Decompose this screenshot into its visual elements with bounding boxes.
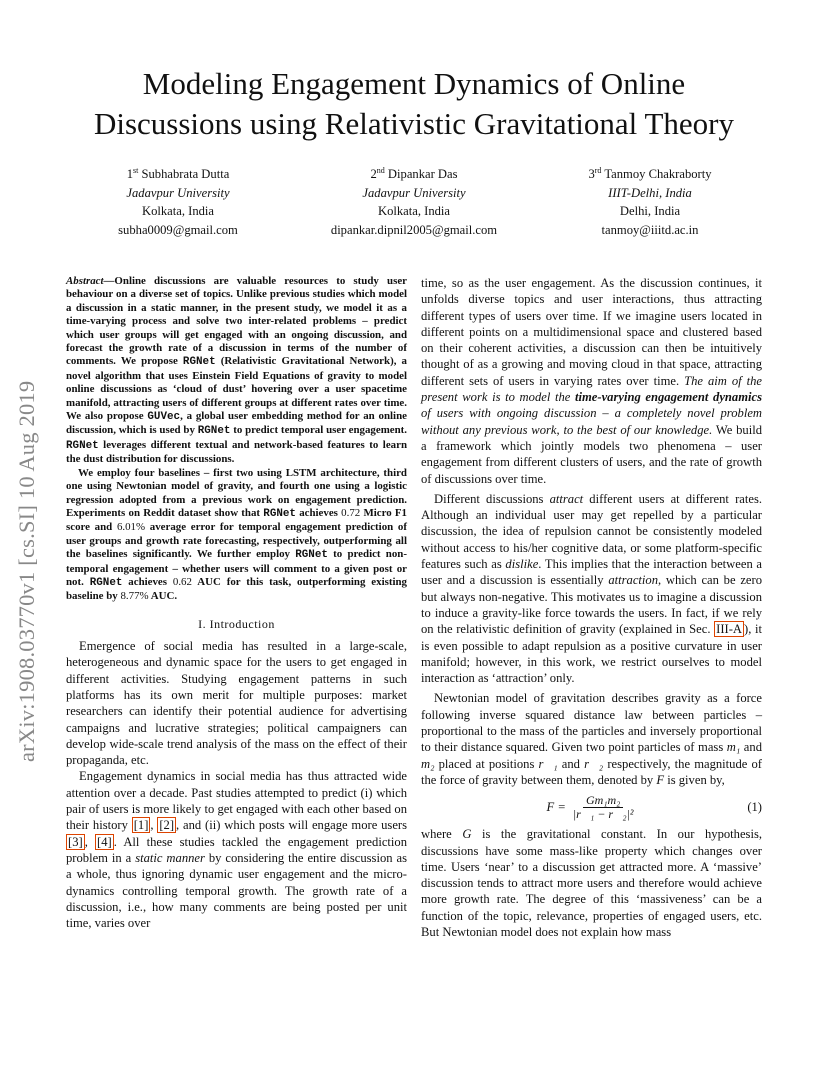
author-name: Tanmoy Chakraborty <box>604 167 712 182</box>
equation-numerator: Gm₁m₂ <box>583 794 623 808</box>
author-location: Delhi, India <box>619 204 681 219</box>
body-paragraph: Engagement dynamics in social media has thus attracted wide attention over a decade. Past studies attempted to predict (i) which pair of users is more likely to get engaged with each other based on their history [1] , [2] , and (ii) which posts will engage more users [3] , [4] . All these studies tackled the engagement prediction problem in a static manner by considering the entire discussion as a whole, thus ignoring dynamic user engagement and the micro-dynamics controlling temporal growth. The growth rate of a discussion, i.e., how many comments are being posted per unit time, varies over <box>66 769 407 931</box>
section-heading: I. Introduction <box>198 616 275 631</box>
equation-lhs: F = <box>546 800 566 815</box>
citation-link[interactable]: [4] <box>97 834 112 849</box>
abstract-paragraph: Abstract—Online discussions are valuable resources to study user behaviour on a diverse set of topics. Unlike previous studies which model a discussion in a static manner, in the present study, we model it as a time-varying process and solve two inter-related problems – predict which user groups will get engaged with an ongoing discussion, and forecast the growth rate of a discussion in terms of the number of comments. We propose RGNet (Relativistic Gravitational Network), a novel algorithm that uses Einstein Field Equations of gravity to model online discussions as ‘cloud of dust’ hovering over a user spacetime manifold, attracting users of different groups at different rates over time. We also propose GUVec, a global user embedding method for an online discussion, which is used by RGNet to predict temporal user engagement. RGNet leverages different textual and network-based features to learn the dust distribution for discussions. <box>66 275 408 466</box>
right-column <box>421 275 762 940</box>
citation-link[interactable]: [3] <box>68 834 83 849</box>
author-email[interactable]: subha0009@gmail.com <box>118 222 238 237</box>
equation-number: (1) <box>747 800 762 815</box>
body-paragraph: Different discussions attract different users at different rates. Although an individual user may get repelled by a particular discussion, the idea of repulsion cannot be consistently modeled without access to his/her cognitive data, or some platform-specific features such as dislike. This implies that the interaction between a user and a discussion is essentially attraction, which can be zero but always non-negative. This motivates us to imagine a discussion to induce a gravity-like force towards the users. In fact, if we rely on the relativistic definition of gravity (explained in Sec. III-A ), it is even possible to adapt repulsion as a positive curvature in user manifold; however, in this work, we restrict ourselves to model interaction as ‘attraction’ only. <box>421 491 762 686</box>
author-location: Kolkata, India <box>377 204 451 219</box>
author-3 <box>532 162 768 239</box>
equation-denominator: |r⃗₁ − r⃗₂|² <box>572 806 634 821</box>
equation-1 <box>421 791 762 823</box>
author-name: Subhabrata Dutta <box>141 167 230 182</box>
author-name-line: 1st Subhabrata Dutta <box>126 166 230 182</box>
paper-title-line: Discussions using Relativistic Gravitational Theory <box>93 106 734 141</box>
body-paragraph: Emergence of social media has resulted in a large-scale, heterogeneous and dynamic space for the users to get engaged in different activities. Studying engagement patterns in such platforms has its own merit for multiple purposes: market researchers can identify their potential audience for advertising campaigns and lucrative strategies; political campaigners can develop wide-scale trend analysis of the mass on the effect of their propaganda, etc. <box>66 639 407 768</box>
author-name: Dipankar Das <box>387 167 458 182</box>
author-affiliation: Jadavpur University <box>362 185 466 200</box>
author-name-line: 3rd Tanmoy Chakraborty <box>588 166 712 182</box>
equation-fraction <box>570 794 637 821</box>
body-paragraph: Newtonian model of gravitation describes gravity as a force following inverse squared distance law between particles – proportional to the mass of the particles and inversely proportional to their distance squared. Given two point particles of mass m₁ and m₂ placed at positions r⃗₁ and r⃗₂ respectively, the magnitude of the force of gravity between them, denoted by F is given by, <box>421 691 763 787</box>
paper-title <box>40 64 788 144</box>
author-location: Kolkata, India <box>141 204 215 219</box>
body-paragraph: where G is the gravitational constant. In our hypothesis, discussions have some mass-like property which changes over time. Users ‘near’ to a discussion get attracted more. A ‘massive’ discussion tends to attract more users and therefore would achieve more growth rate. The degree of this ‘massiveness’ can be a function of the topic, relevance, properties of engaged users, etc. But Newtonian model does not explain how mass <box>421 827 763 939</box>
author-email[interactable]: tanmoy@iiitd.ac.in <box>601 222 699 237</box>
left-column <box>66 275 407 931</box>
author-affiliation: Jadavpur University <box>126 185 230 200</box>
author-name-line: 2nd Dipankar Das <box>370 166 458 182</box>
author-affiliation: IIIT-Delhi, India <box>608 185 692 200</box>
section-reference-link[interactable]: III-A <box>716 622 743 637</box>
body-paragraph: time, so as the user engagement. As the discussion continues, it unfolds diverse topics and user interactions, thus attracting different types of users over time. If we imagine users located in different points on a multidimensional space and clustered based on their coherent activities, a discussion can then be intuitively thought of as a growing and moving cloud in that space, attracting different sets of users in varying rates over time. The aim of the present work is to model the time-varying engagement dynamics of users with ongoing discussion – a completely novel problem without any previous work, to the best of our knowledge. We build a framework which jointly models two phenomena – user engagement from different clusters of users, and the rate of growth of discussions over time. <box>421 276 762 486</box>
author-email[interactable]: dipankar.dipnil2005@gmail.com <box>330 222 498 237</box>
abstract-paragraph: We employ four baselines – first two using LSTM architecture, third one using Newtonian model of gravity, and fourth one using a logistic regression adopted from a previous work on engagement prediction. Experiments on Reddit dataset show that RGNet achieves 0.72 Micro F1 score and 6.01% average error for temporal engagement prediction of user groups and growth rate forecasting, respectively, outperforming all the baselines significantly. We further employ RGNet to predict non-temporal engagement – whether users will comment to a given post or not. RGNet achieves 0.62 AUC for this task, outperforming existing baseline by 8.77% AUC. <box>66 466 407 603</box>
citation-link[interactable]: [2] <box>159 818 175 833</box>
author-1 <box>60 162 296 239</box>
author-2 <box>296 162 532 239</box>
arxiv-identifier-stamp: arXiv:1908.03770v1 [cs.SI] 10 Aug 2019 <box>14 380 39 762</box>
abstract <box>66 275 407 604</box>
abstract-label: Abstract <box>66 275 104 287</box>
author-block <box>60 162 768 239</box>
citation-link[interactable]: [1] <box>133 818 149 833</box>
paper-title-line: Modeling Engagement Dynamics of Online <box>142 66 686 101</box>
